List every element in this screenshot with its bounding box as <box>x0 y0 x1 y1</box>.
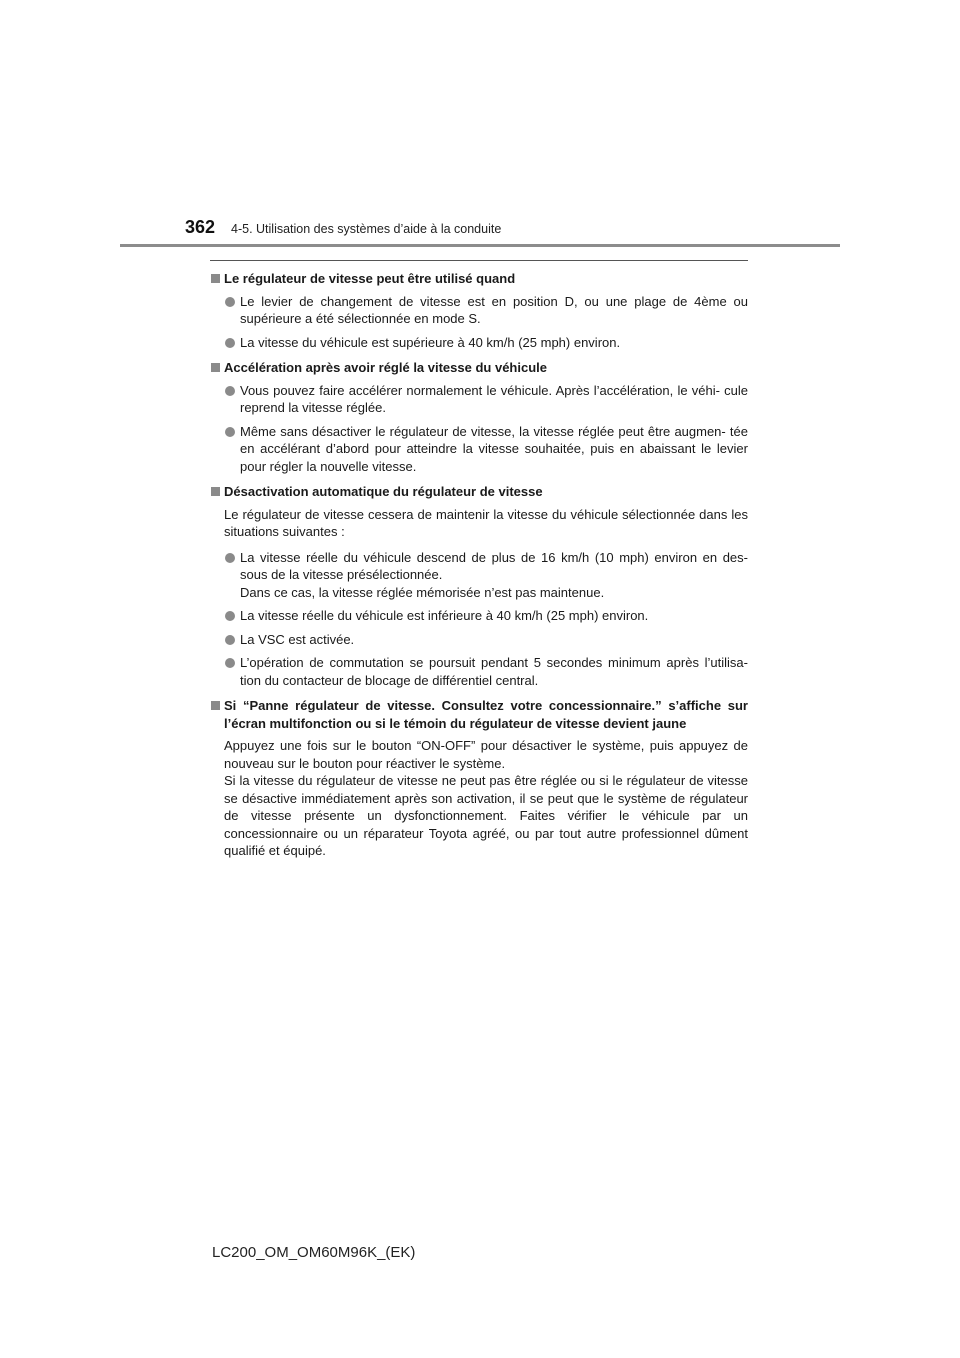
square-bullet-icon <box>211 487 220 496</box>
bullet-note: Dans ce cas, la vitesse réglée mémorisée n’est pas maintenue. <box>240 584 605 600</box>
bullet-item: L’opération de commutation se poursuit pendant 5 secondes minimum après l’utilisa- tion du contacteur de blocage de différentiel central. <box>210 654 748 689</box>
square-bullet-icon <box>211 363 220 372</box>
section-acceleration <box>210 359 748 475</box>
dot-bullet-icon <box>225 338 235 348</box>
header-rule <box>120 244 840 247</box>
dot-bullet-icon <box>225 297 235 307</box>
bullet-item: Le levier de changement de vitesse est en position D, ou une plage de 4ème ou supérieure a été sélectionnée en mode S. <box>210 293 748 328</box>
bullet-item: Vous pouvez faire accélérer normalement le véhicule. Après l’accélération, le véhi- cule reprend la vitesse réglée. <box>210 382 748 417</box>
page-number: 362 <box>185 217 216 237</box>
paragraph: Appuyez une fois sur le bouton “ON-OFF” pour désactiver le système, puis appuyez de nouveau sur le bouton pour réactiver le système. Si la vitesse du régulateur de vitesse ne peut pas être réglée ou si le régulateur de vitesse se désactive immédiatement après son activation, il se peut que le système de régulateur de vitesse présente un dysfonctionnement. Faites vérifier le véhicule par un concessionnaire ou un réparateur Toyota agréé, ou par tout autre professionnel dûment qualifié et équipé. <box>224 738 748 858</box>
dot-bullet-icon <box>225 386 235 396</box>
section-heading: Si “Panne régulateur de vitesse. Consultez votre concessionnaire.” s’affiche sur l’écran multifonction ou si le témoin du régulateur de vitesse devient jaune <box>210 697 748 732</box>
bullet-item: La vitesse réelle du véhicule est inférieure à 40 km/h (25 mph) environ. <box>210 607 748 625</box>
bullet-item: La vitesse réelle du véhicule descend de plus de 16 km/h (10 mph) environ en des- sous de la vitesse présélectionnée. Dans ce cas, la vitesse réglée mémorisée n’est pas maintenue. <box>210 549 748 602</box>
footer-doc-code: LC200_OM_OM60M96K_(EK) <box>212 1244 416 1261</box>
chapter-title: 4-5. Utilisation des systèmes d’aide à la conduite <box>231 222 502 236</box>
dot-bullet-icon <box>225 658 235 668</box>
dot-bullet-icon <box>225 427 235 437</box>
dot-bullet-icon <box>225 553 235 563</box>
section-usage-conditions <box>210 270 748 351</box>
section-heading: Désactivation automatique du régulateur de vitesse <box>210 483 748 501</box>
dot-bullet-icon <box>225 611 235 621</box>
section-intro: Le régulateur de vitesse cessera de maintenir la vitesse du véhicule sélectionnée dans les situations suivantes : <box>224 506 748 539</box>
square-bullet-icon <box>211 274 220 283</box>
bullet-item: La vitesse du véhicule est supérieure à 40 km/h (25 mph) environ. <box>210 334 748 352</box>
square-bullet-icon <box>211 701 220 710</box>
section-heading: Accélération après avoir réglé la vitesse du véhicule <box>210 359 748 377</box>
bullet-item: La VSC est activée. <box>210 631 748 649</box>
content-area <box>210 260 748 868</box>
dot-bullet-icon <box>225 635 235 645</box>
bullet-item: Même sans désactiver le régulateur de vitesse, la vitesse réglée peut être augmen- tée en accélérant d’abord pour atteindre la vitesse souhaitée, puis en abaissant le levier pour régler la nouvelle vitesse. <box>210 423 748 476</box>
section-auto-deactivation <box>210 483 748 689</box>
section-heading: Le régulateur de vitesse peut être utilisé quand <box>210 270 748 288</box>
section-malfunction <box>210 697 748 860</box>
